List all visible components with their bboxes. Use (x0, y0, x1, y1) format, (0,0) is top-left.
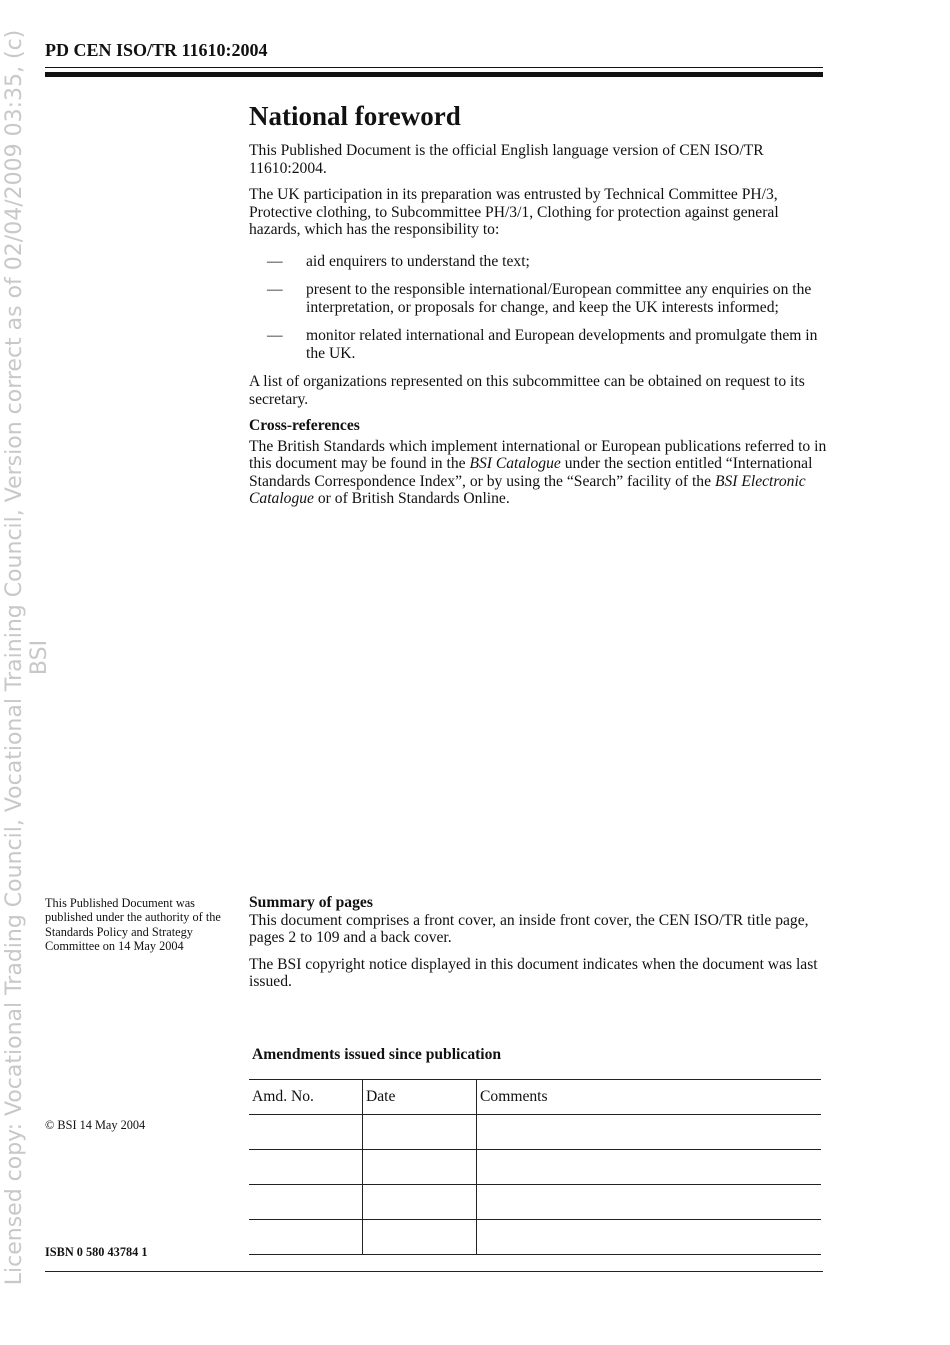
header-rule-thin (45, 67, 823, 68)
page-title: National foreword (249, 101, 461, 131)
crossref-text-3: or of British Standards Online. (313, 490, 510, 507)
dash-marker: — (267, 252, 283, 270)
table-cell (363, 1115, 477, 1150)
table-cell (249, 1150, 363, 1185)
table-cell (477, 1150, 822, 1185)
amendments-title: Amendments issued since publication (252, 1046, 502, 1063)
summary-heading: Summary of pages (249, 894, 373, 911)
dash-marker: — (267, 281, 283, 298)
table-cell (477, 1185, 822, 1220)
table-cell (477, 1220, 822, 1255)
footer-rule (45, 1271, 823, 1272)
foreword-paragraph-1: This Published Document is the official English language version of CEN ISO/TR 11610:2004. (249, 142, 764, 177)
bsi-electronic-catalogue-ref: BSI Electronic Catalogue (249, 472, 806, 507)
summary-paragraph-2: The BSI copyright notice displayed in this document indicates when the document was last issued. (249, 955, 818, 990)
bsi-catalogue-ref: BSI Catalogue (469, 455, 561, 472)
cross-references-paragraph (249, 438, 827, 508)
list-item-text: aid enquirers to understand the text; (306, 252, 530, 270)
table-cell (363, 1220, 477, 1255)
publication-authority-note: This Published Document was published under the authority of the Standards Policy and Strategy Committee on 14 May 2004 (45, 896, 221, 953)
copyright-notice: © BSI 14 May 2004 (45, 1118, 146, 1132)
table-row (249, 1150, 821, 1185)
foreword-paragraph-3: A list of organizations represented on this subcommittee can be obtained on request to its secretary. (249, 373, 805, 408)
summary-of-pages-section (249, 894, 829, 1000)
list-item (249, 253, 827, 271)
national-foreword-section (249, 100, 827, 517)
table-cell (363, 1185, 477, 1220)
responsibility-list (249, 253, 827, 363)
table-cell (249, 1220, 363, 1255)
list-item (249, 327, 827, 362)
column-header-amd-no: Amd. No. (249, 1080, 363, 1115)
summary-paragraph-1: This document comprises a front cover, an inside front cover, the CEN ISO/TR title page, pages 2 to 109 and a back cover. (249, 911, 809, 946)
table-cell (249, 1185, 363, 1220)
column-header-comments: Comments (477, 1080, 822, 1115)
table-row (249, 1115, 821, 1150)
list-item (249, 281, 827, 316)
amendments-table (249, 1079, 821, 1255)
crossref-text-1: The British Standards which implement international or European publications referred to in this document may be found in the (249, 437, 827, 472)
list-item-text: monitor related international and European developments and promulgate them in the UK. (306, 327, 818, 362)
isbn: ISBN 0 580 43784 1 (45, 1245, 148, 1259)
dash-marker: — (267, 327, 283, 344)
header-rule-thick (45, 72, 823, 77)
document-code: PD CEN ISO/TR 11610:2004 (45, 40, 268, 60)
watermark-line-1: Licensed copy: Vocational Trading Council, Vocational Training Council, Version correct as of 02/04/2009 03:35, (c) (2, 29, 27, 1286)
foreword-paragraph-2: The UK participation in its preparation was entrusted by Technical Committee PH/3, Protective clothing, to Subcommittee PH/3/1, Clothing for protection against general hazards, which has the responsibility to: (249, 186, 779, 238)
table-row (249, 1220, 821, 1255)
table-cell (249, 1115, 363, 1150)
column-header-date: Date (363, 1080, 477, 1115)
table-cell (477, 1115, 822, 1150)
table-cell (363, 1150, 477, 1185)
table-row (249, 1185, 821, 1220)
watermark-line-2: BSI (27, 639, 52, 676)
list-item-text: present to the responsible international/European committee any enquiries on the interpretation, or proposals for change, and keep the UK interests informed; (306, 281, 812, 316)
table-header-row (249, 1080, 821, 1115)
crossref-text-2: under the section entitled “International Standards Correspondence Index”, or by using the “Search” facility of the (249, 455, 813, 490)
cross-references-heading: Cross-references (249, 417, 360, 434)
